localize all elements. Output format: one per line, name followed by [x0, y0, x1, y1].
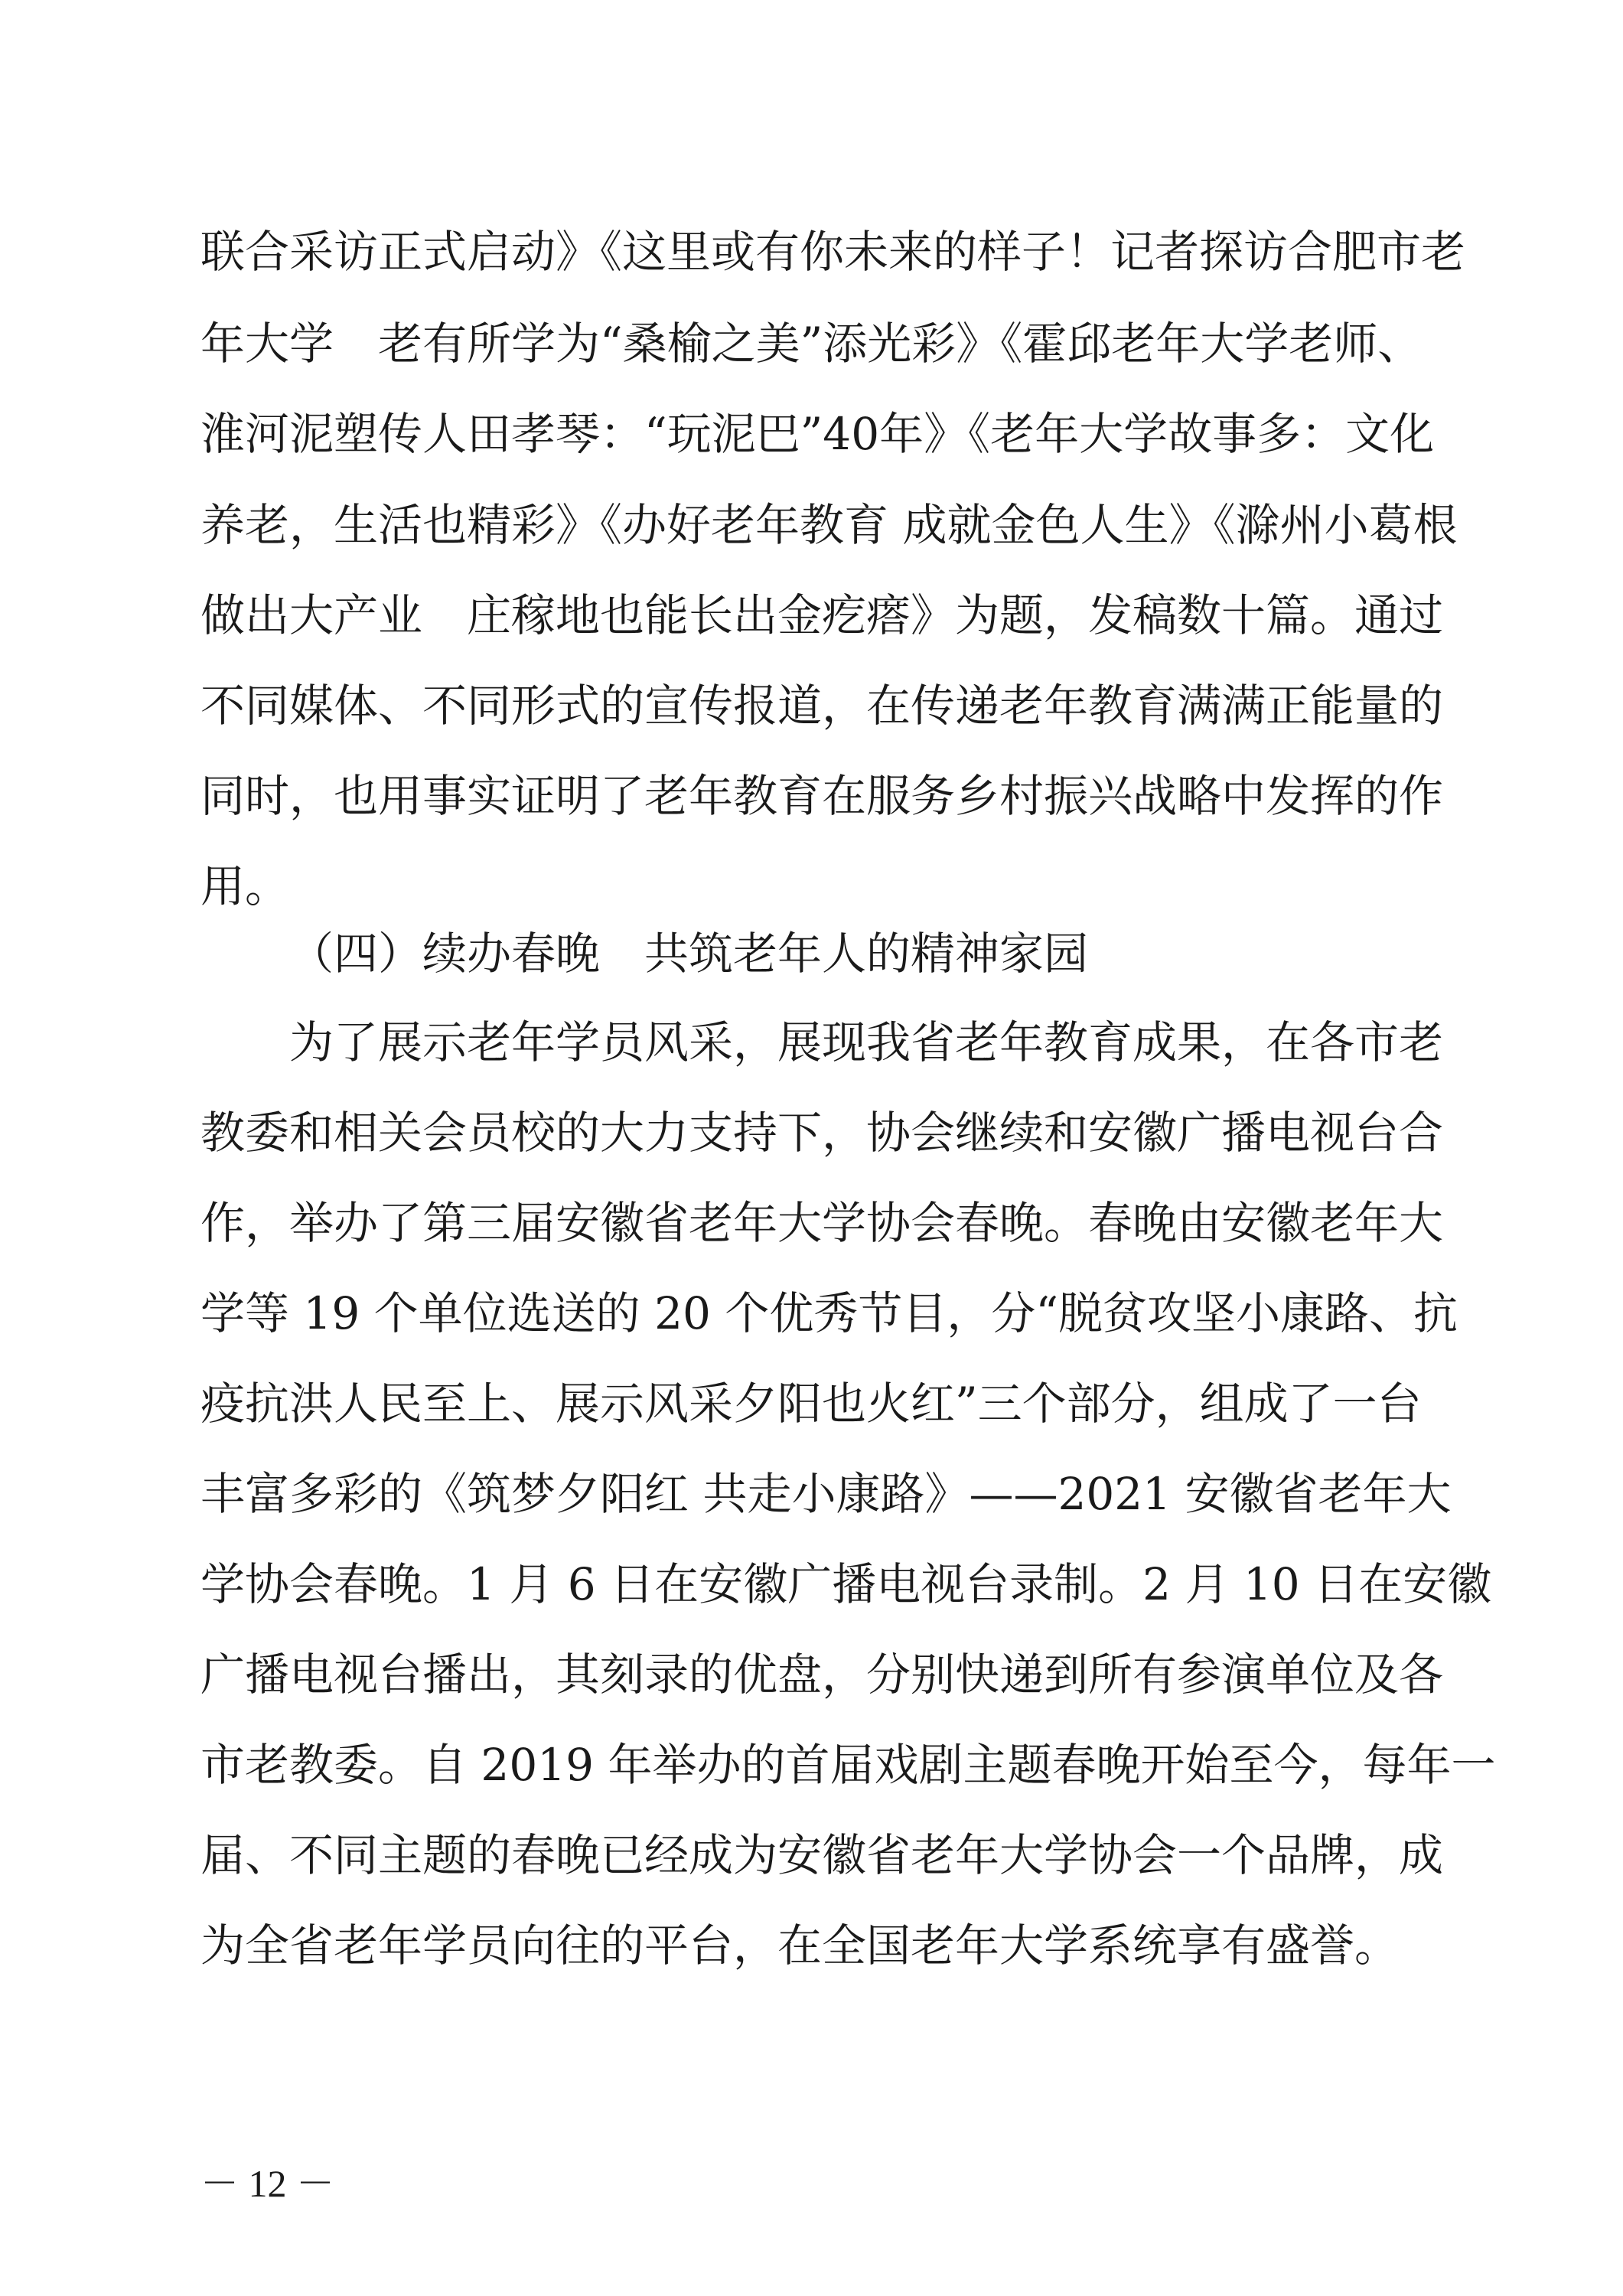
paragraph-2-line: 为了展示老年学员风采，展现我省老年教育成果，在各市老 — [289, 1016, 1444, 1068]
paragraph-2-line: 学协会春晚。1 月 6 日在安徽广播电视台录制。2 月 10 日在安徽 — [200, 1558, 1492, 1610]
paragraph-2-line: 教委和相关会员校的大力支持下，协会继续和安徽广播电视台合 — [200, 1107, 1444, 1159]
paragraph-2-line: 疫抗洪人民至上、展示风采夕阳也火红”三个部分，组成了一台 — [200, 1378, 1422, 1430]
paragraph-1-line: 用。 — [200, 860, 290, 912]
paragraph-1-line: 做出大产业 庄稼地也能长出金疙瘩》为题，发稿数十篇。通过 — [200, 589, 1444, 641]
paragraph-1-line: 淮河泥塑传人田孝琴：“玩泥巴”40年》《老年大学故事多：文化 — [200, 408, 1435, 460]
paragraph-1-line: 养老，生活也精彩》《办好老年教育 成就金色人生》《滁州小葛根 — [200, 499, 1458, 551]
paragraph-1-line: 年大学 老有所学为“桑榆之美”添光彩》《霍邱老年大学老师、 — [200, 318, 1423, 370]
page-number: － 12 － — [200, 2162, 334, 2205]
paragraph-1-line: 联合采访正式启动》《这里或有你未来的样子！记者探访合肥市老 — [200, 226, 1466, 278]
paragraph-2-line: 为全省老年学员向往的平台，在全国老年大学系统享有盛誉。 — [200, 1919, 1400, 1971]
paragraph-2-line: 学等 19 个单位选送的 20 个优秀节目，分“脱贫攻坚小康路、抗 — [200, 1287, 1458, 1339]
paragraph-2-line: 广播电视台播出，其刻录的优盘，分别快递到所有参演单位及各 — [200, 1649, 1444, 1701]
paragraph-2-line: 丰富多彩的《筑梦夕阳红 共走小康路》——2021 安徽省老年大 — [200, 1468, 1452, 1520]
section-heading: （四）续办春晚 共筑老年人的精神家园 — [289, 928, 1089, 980]
paragraph-2-line: 届、不同主题的春晚已经成为安徽省老年大学协会一个品牌，成 — [200, 1829, 1444, 1881]
paragraph-1-line: 不同媒体、不同形式的宣传报道，在传递老年教育满满正能量的 — [200, 680, 1444, 732]
paragraph-2-line: 作，举办了第三届安徽省老年大学协会春晚。春晚由安徽老年大 — [200, 1197, 1444, 1249]
paragraph-1-line: 同时，也用事实证明了老年教育在服务乡村振兴战略中发挥的作 — [200, 770, 1444, 822]
paragraph-2-line: 市老教委。自 2019 年举办的首届戏剧主题春晚开始至今，每年一 — [200, 1739, 1496, 1791]
